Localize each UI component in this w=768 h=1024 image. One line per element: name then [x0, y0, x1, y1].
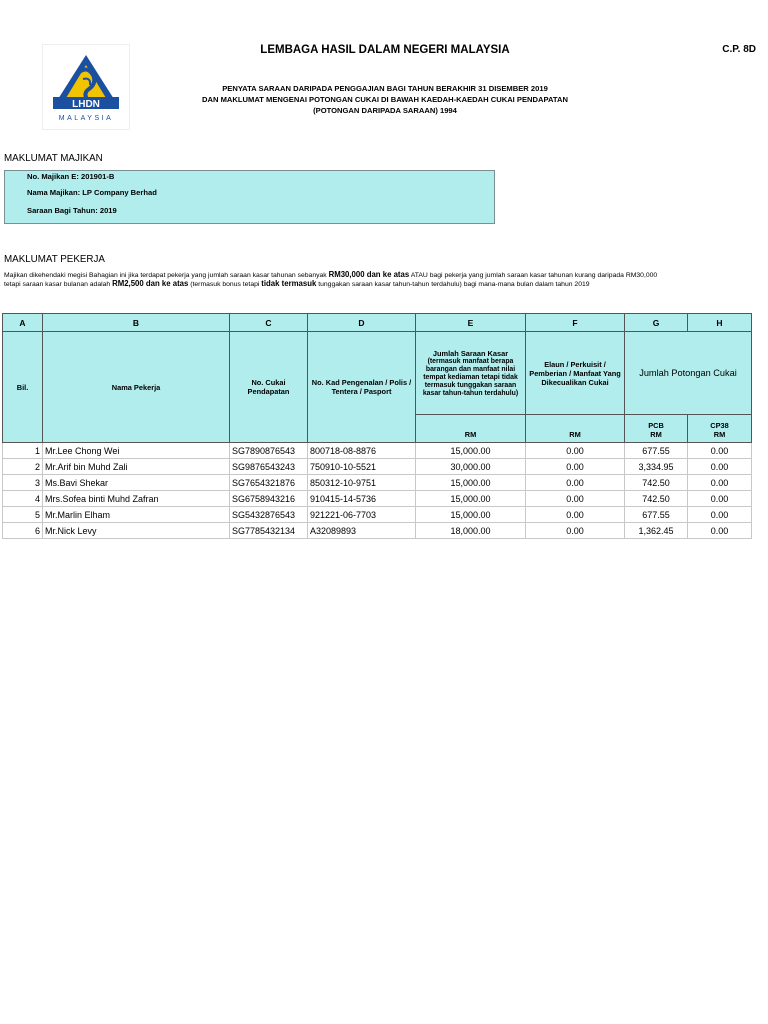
cell-bil: 3 — [3, 475, 43, 491]
cell-gross: 15,000.00 — [416, 443, 526, 459]
pcb-label: PCB — [648, 421, 664, 430]
instruction-note-line-2 — [4, 279, 754, 289]
header-tax-deduction: Jumlah Potongan Cukai — [625, 332, 752, 415]
cell-gross: 15,000.00 — [416, 475, 526, 491]
note-text: tetapi saraan kasar bulanan adalah — [4, 281, 113, 288]
column-letter: C — [230, 314, 308, 332]
subtitle-line-3: (POTONGAN DARIPADA SARAAN) 1994 — [313, 106, 457, 115]
cell-pcb: 677.55 — [625, 507, 688, 523]
employer-year: Saraan Bagi Tahun: 2019 — [27, 206, 117, 215]
cell-gross: 15,000.00 — [416, 507, 526, 523]
employer-name: Nama Majikan: LP Company Berhad — [27, 188, 157, 197]
cell-tax-no: SG7785432134 — [230, 523, 308, 539]
note-emphasis: RM2,500 dan ke atas — [112, 279, 189, 288]
note-emphasis: tidak termasuk — [261, 279, 317, 288]
cell-tax-no: SG6758943216 — [230, 491, 308, 507]
note-text: Majikan dikehendaki megisi Bahagian ini jika terdapat pekerja yang jumlah saraan kasar tahunan sebanyak — [4, 272, 329, 279]
note-text: ATAU bagi pekerja yang jumlah saraan kasar tahunan kurang daripada RM30,000 — [409, 272, 658, 279]
column-letter: B — [43, 314, 230, 332]
cell-gross: 15,000.00 — [416, 491, 526, 507]
cp38-label: CP38 — [710, 421, 729, 430]
cell-bil: 6 — [3, 523, 43, 539]
cell-allowance: 0.00 — [526, 523, 625, 539]
employee-table — [2, 313, 752, 539]
subtitle-line-1: PENYATA SARAAN DARIPADA PENGGAJIAN BAGI TAHUN BERAKHIR 31 DISEMBER 2019 — [222, 84, 548, 93]
cell-gross: 18,000.00 — [416, 523, 526, 539]
cell-name: Mrs.Sofea binti Muhd Zafran — [43, 491, 230, 507]
cell-bil: 2 — [3, 459, 43, 475]
note-text: (termasuk bonus tetapi — [188, 281, 262, 288]
cell-pcb: 742.50 — [625, 491, 688, 507]
cp38-unit: RM — [713, 430, 726, 439]
pcb-unit: RM — [650, 430, 662, 439]
cell-cp38: 0.00 — [688, 507, 752, 523]
logo-text-bottom: MALAYSIA — [58, 115, 114, 122]
cell-tax-no: SG7890876543 — [230, 443, 308, 459]
note-emphasis: RM30,000 dan ke atas — [328, 270, 410, 279]
cell-name: Mr.Marlin Elham — [43, 507, 230, 523]
cell-bil: 5 — [3, 507, 43, 523]
header-bil: Bil. — [3, 332, 43, 443]
employer-section-heading: MAKLUMAT MAJIKAN — [4, 153, 103, 164]
table-row — [3, 443, 752, 459]
logo-text-top: LHDN — [72, 99, 100, 110]
table-row — [3, 523, 752, 539]
cell-tax-no: SG7654321876 — [230, 475, 308, 491]
cell-cp38: 0.00 — [688, 459, 752, 475]
header-ic-number: No. Kad Pengenalan / Polis / Tentera / Pasport — [308, 332, 416, 443]
cell-name: Mr.Lee Chong Wei — [43, 443, 230, 459]
cell-name: Mr.Arif bin Muhd Zali — [43, 459, 230, 475]
form-code: C.P. 8D — [722, 44, 756, 55]
table-row — [3, 459, 752, 475]
gross-note: (termasuk manfaat berapa barangan dan manfaat nilai tempat kediaman tetapi tidak termasuk tunggakan saraan kasar tahun-tahun terdahulu) — [422, 357, 519, 397]
header-tax-number: No. Cukai Pendapatan — [230, 332, 308, 443]
cell-ic: 910415-14-5736 — [308, 491, 416, 507]
column-letter: E — [416, 314, 526, 332]
employer-number: No. Majikan E: 201901-B — [27, 172, 115, 181]
column-letter: H — [688, 314, 752, 332]
cell-pcb: 1,362.45 — [625, 523, 688, 539]
cell-ic: A32089893 — [308, 523, 416, 539]
subtitle-line-2: DAN MAKLUMAT MENGENAI POTONGAN CUKAI DI BAWAH KAEDAH-KAEDAH CUKAI PENDAPATAN — [202, 95, 568, 104]
table-row — [3, 507, 752, 523]
cell-cp38: 0.00 — [688, 475, 752, 491]
column-header-row — [3, 332, 752, 415]
header-unit-rm-gross: RM — [416, 415, 526, 443]
header-pcb — [625, 415, 688, 443]
table-row — [3, 475, 752, 491]
cell-allowance: 0.00 — [526, 459, 625, 475]
note-text: tunggakan saraan kasar tahun-tahun terdahulu) bagi mana-mana bulan dalam tahun 2019 — [316, 281, 590, 288]
header-allowance: Elaun / Perkuisit / Pemberian / Manfaat Yang Dikecualikan Cukai — [526, 332, 625, 415]
lhdn-logo-emblem-icon — [43, 45, 129, 129]
cell-ic: 800718-08-8876 — [308, 443, 416, 459]
employee-section-heading: MAKLUMAT PEKERJA — [4, 254, 105, 265]
cell-cp38: 0.00 — [688, 523, 752, 539]
header-cp38 — [688, 415, 752, 443]
column-letter: G — [625, 314, 688, 332]
cell-name: Ms.Bavi Shekar — [43, 475, 230, 491]
cell-tax-no: SG9876543243 — [230, 459, 308, 475]
column-letter: F — [526, 314, 625, 332]
header-unit-rm-allowance: RM — [526, 415, 625, 443]
header-gross-remuneration — [416, 332, 526, 415]
column-letter-row — [3, 314, 752, 332]
cell-name: Mr.Nick Levy — [43, 523, 230, 539]
cell-gross: 30,000.00 — [416, 459, 526, 475]
table-row — [3, 491, 752, 507]
cell-tax-no: SG5432876543 — [230, 507, 308, 523]
cell-bil: 1 — [3, 443, 43, 459]
cell-allowance: 0.00 — [526, 475, 625, 491]
cell-pcb: 3,334.95 — [625, 459, 688, 475]
cell-allowance: 0.00 — [526, 443, 625, 459]
cell-cp38: 0.00 — [688, 491, 752, 507]
cell-cp38: 0.00 — [688, 443, 752, 459]
cell-ic: 750910-10-5521 — [308, 459, 416, 475]
column-letter: A — [3, 314, 43, 332]
cell-ic: 850312-10-9751 — [308, 475, 416, 491]
lhdn-logo — [42, 44, 130, 130]
cell-bil: 4 — [3, 491, 43, 507]
column-letter: D — [308, 314, 416, 332]
cell-pcb: 677.55 — [625, 443, 688, 459]
gross-title: Jumlah Saraan Kasar — [432, 348, 509, 358]
cell-allowance: 0.00 — [526, 491, 625, 507]
page-title: LEMBAGA HASIL DALAM NEGERI MALAYSIA — [260, 44, 510, 56]
cell-pcb: 742.50 — [625, 475, 688, 491]
header-employee-name: Nama Pekerja — [43, 332, 230, 443]
cell-allowance: 0.00 — [526, 507, 625, 523]
cell-ic: 921221-06-7703 — [308, 507, 416, 523]
